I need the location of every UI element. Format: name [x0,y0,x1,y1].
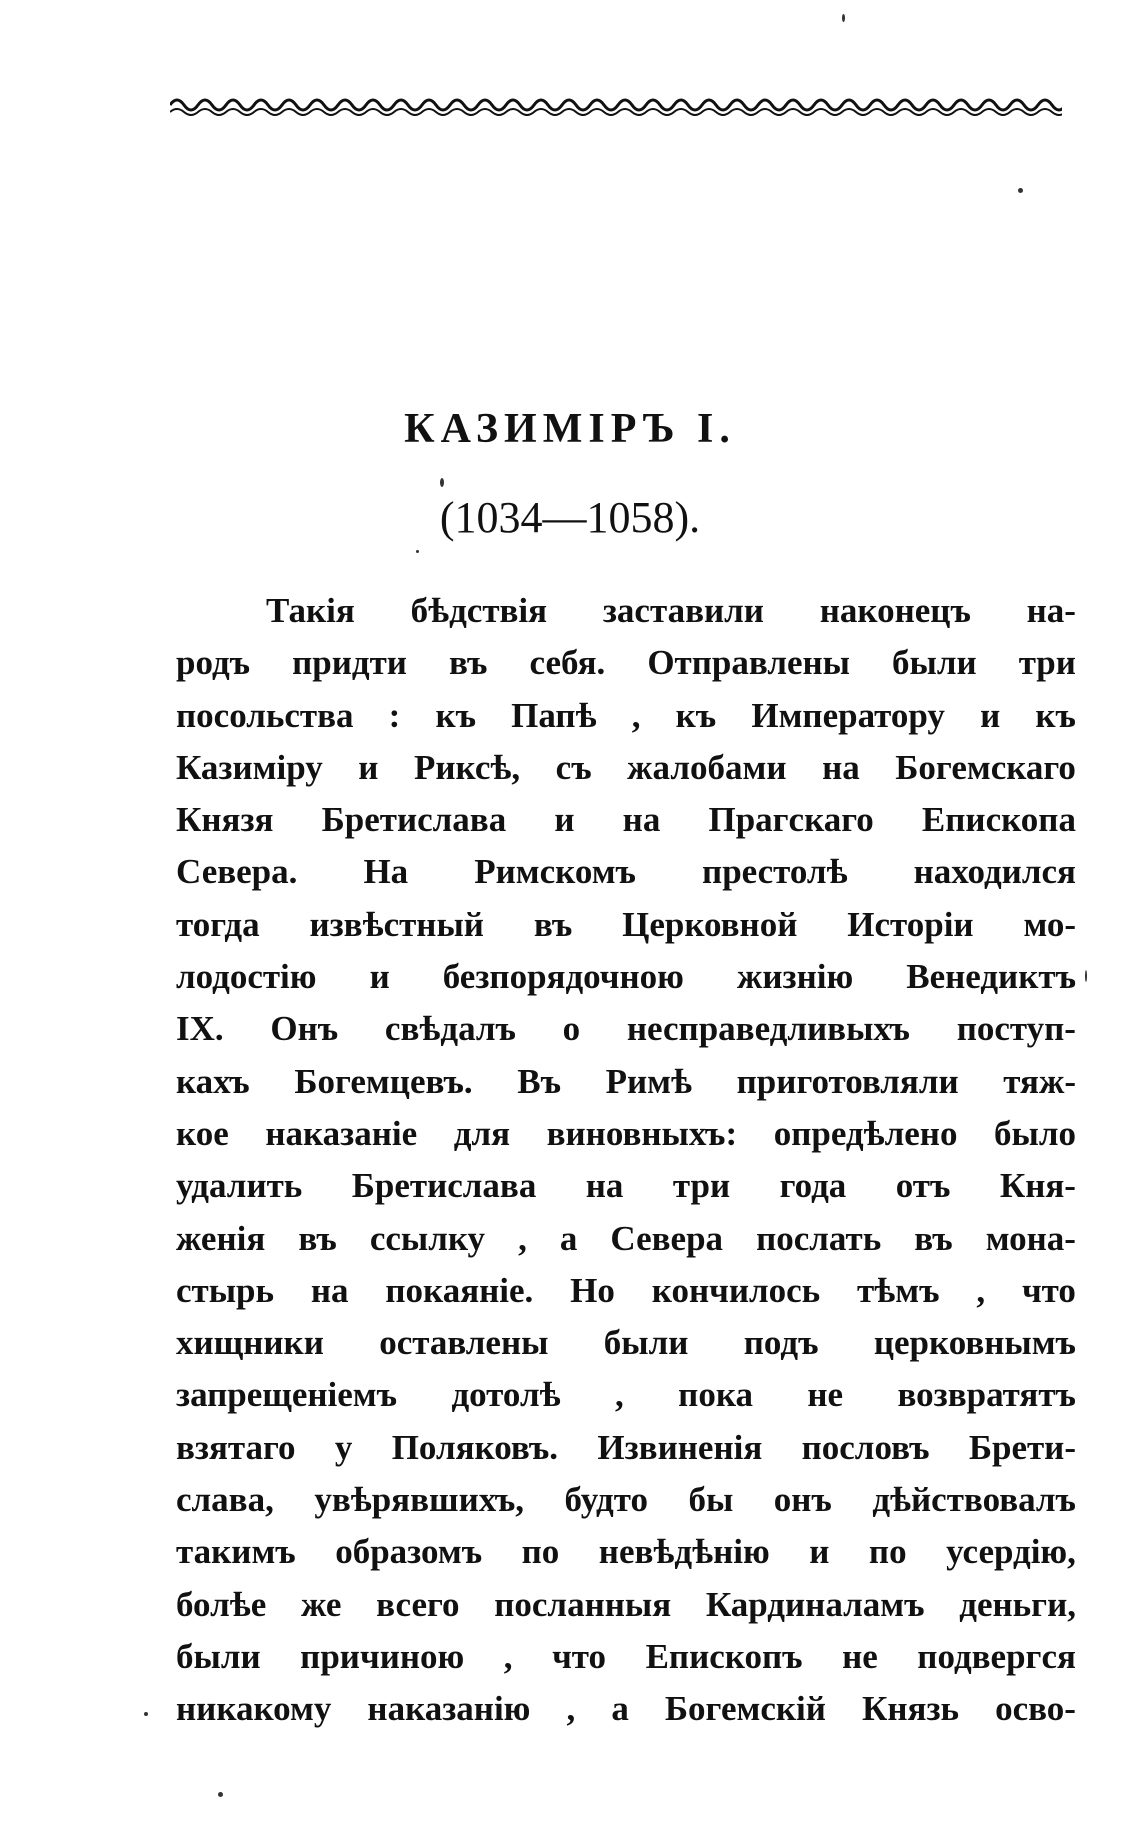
scan-speck [144,1712,148,1716]
text-line: хищники оставлены были подъ церковнымъ [176,1323,1076,1363]
paragraph-body [176,585,1076,1736]
text-line: стырь на покаяніе. Но кончилось тѣмъ , что [176,1270,1076,1310]
text-line: Севера. На Римскомъ престолѣ находился [176,852,1076,892]
text-line: запрещеніемъ дотолѣ , пока не возвратятъ [176,1375,1076,1415]
text-line: Такія бѣдствія заставили наконецъ на- [266,591,1076,630]
scan-speck [1018,188,1023,193]
text-line: посольства : къ Папѣ , къ Императору и къ [176,695,1076,735]
text-line: никакому наказанію , а Богемскій Князь осво- [176,1689,1076,1729]
wave-ornament-icon [170,92,1062,118]
text-line: Князя Бретислава и на Прагскаго Епископа [176,800,1076,840]
text-line: родъ придти въ себя. Отправлены были три [176,643,1076,683]
text-line: такимъ образомъ по невѣдѣнію и по усердію, [176,1532,1076,1572]
chapter-years: (1034—1058). [439,493,701,542]
text-line: были причиною , что Епископъ не подвергся [176,1636,1076,1676]
text-line: женія въ ссылку , а Севера послать въ мона- [176,1218,1076,1258]
text-line: болѣе же всего посланныя Кардиналамъ деньги, [176,1584,1076,1624]
scan-speck [1085,970,1087,982]
text-line: IX. Онъ свѣдалъ о несправедливыхъ поступ- [176,1009,1076,1049]
text-line: кое наказаніе для виновныхъ: опредѣлено было [176,1113,1076,1153]
text-line: кахъ Богемцевъ. Въ Римѣ приготовляли тяж- [176,1061,1076,1101]
text-line: взятаго у Поляковъ. Извиненія пословъ Брети- [176,1427,1076,1467]
text-line: слава, увѣрявшихъ, будто бы онъ дѣйствовалъ [176,1480,1076,1520]
scan-speck [416,550,419,553]
text-line: лодостію и безпорядочною жизнію Венедиктъ [176,957,1076,997]
text-line: Казиміру и Риксѣ, съ жалобами на Богемскаго [176,747,1076,787]
scan-speck [842,14,845,22]
text-line: удалить Бретислава на три года отъ Кня- [176,1166,1076,1206]
chapter-title: КАЗИМIРЪ I. [404,406,736,452]
text-line: тогда извѣстный въ Церковной Исторіи мо- [176,904,1076,944]
decorative-header-ornament [170,92,1062,118]
scan-speck [218,1792,223,1797]
scan-speck [440,478,444,487]
